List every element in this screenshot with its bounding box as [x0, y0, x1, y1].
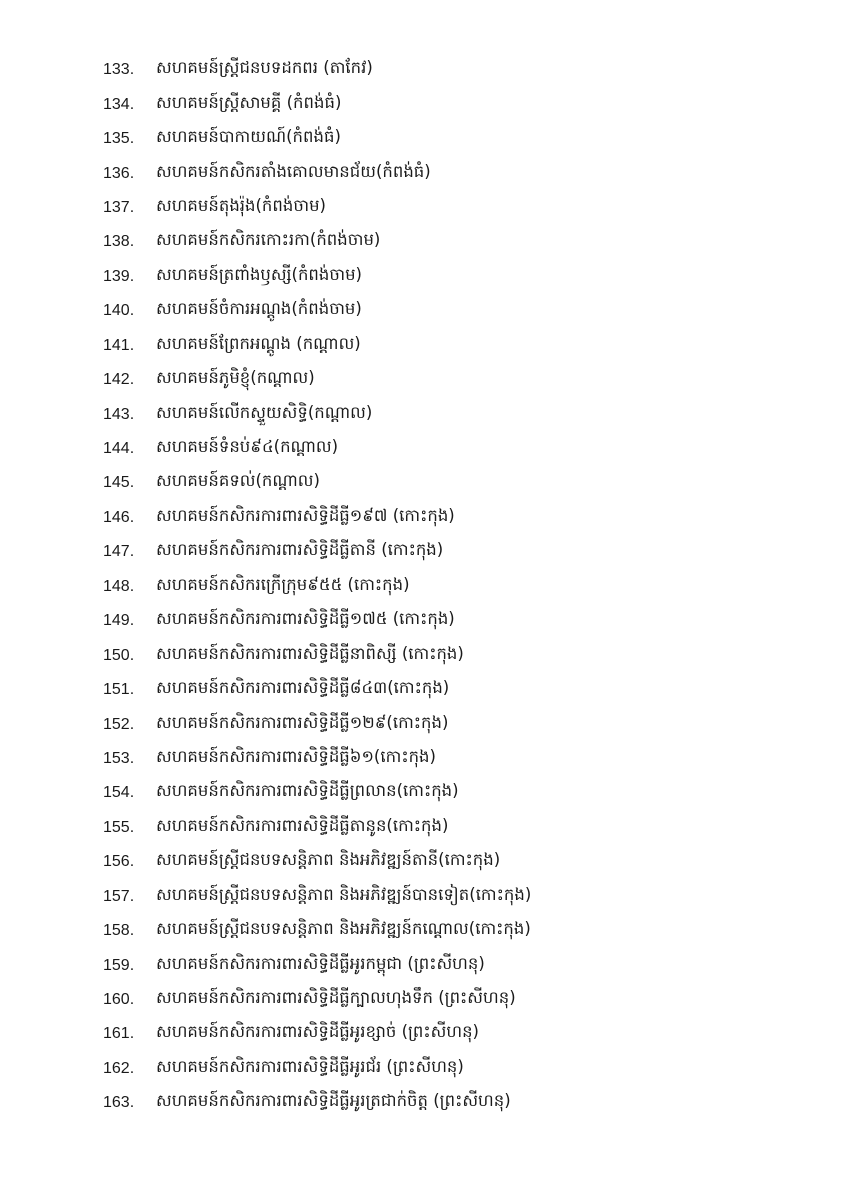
item-number: 161. — [103, 1025, 135, 1043]
list-item — [103, 225, 803, 259]
list-item — [103, 329, 803, 363]
item-text: សហគមន៍កសិករការពារសិទ្ធិដីធ្លីព្រលាន(កោះកុង) — [156, 781, 459, 801]
list-item — [103, 604, 803, 638]
list-item — [103, 191, 803, 225]
item-text: សហគមន៍ស្ត្រីជនបទសន្តិភាព និងអភិវឌ្ឍន៍តានី(កោះកុង) — [156, 850, 501, 870]
list-item — [103, 466, 803, 500]
item-number: 155. — [103, 818, 135, 836]
item-text: សហគមន៍កសិករក្រើក្រុម៩៥៥ (កោះកុង) — [156, 574, 410, 594]
list-item — [103, 914, 803, 948]
list-item — [103, 156, 803, 190]
item-text: សហគមន៍លើកស្ទួយសិទ្ធិ(កណ្តាល) — [156, 402, 373, 422]
item-number: 141. — [103, 336, 135, 354]
item-text: សហគមន៍កសិករការពារសិទ្ធិដីធ្លី៨៤៣(កោះកុង) — [156, 678, 450, 698]
item-text: សហគមន៍កសិករការពារសិទ្ធិដីធ្លីអូរជ័រ (ព្រះសីហនុ) — [156, 1056, 464, 1076]
item-text: សហគមន៍កសិករការពារសិទ្ធិដីធ្លីអូរកម្ពុជា (ព្រះសីហនុ) — [156, 953, 485, 973]
list-item — [103, 845, 803, 879]
item-number: 148. — [103, 577, 135, 595]
list-item — [103, 432, 803, 466]
item-number: 147. — [103, 543, 135, 561]
list-item — [103, 535, 803, 569]
list-item — [103, 776, 803, 810]
item-text: សហគមន៍ចំការអណ្តូង(កំពង់ចាម) — [156, 299, 362, 319]
list-item — [103, 122, 803, 156]
list-item — [103, 294, 803, 328]
item-text: សហគមន៍បាកាយណ៍(កំពង់ធំ) — [156, 127, 341, 147]
item-number: 159. — [103, 956, 135, 974]
item-number: 150. — [103, 646, 135, 664]
item-text: សហគមន៍ស្ត្រីជនបទសន្តិភាព និងអភិវឌ្ឍន៍បានទៀត(កោះកុង) — [156, 884, 532, 904]
item-number: 151. — [103, 681, 135, 699]
item-number: 139. — [103, 267, 135, 285]
item-number: 140. — [103, 302, 135, 320]
item-number: 138. — [103, 233, 135, 251]
item-text: សហគមន៍កសិករតាំងគោលមានជ័យ(កំពង់ធំ) — [156, 161, 431, 181]
numbered-list — [103, 53, 803, 1121]
item-text: សហគមន៍កសិករកោះរកា(កំពង់ចាម) — [156, 230, 381, 250]
item-number: 160. — [103, 991, 135, 1009]
item-number: 158. — [103, 922, 135, 940]
item-text: សហគមន៍ស្ត្រីសាមគ្គី (កំពង់ធំ) — [156, 92, 342, 112]
item-number: 142. — [103, 371, 135, 389]
item-text: សហគមន៍ត្រពាំងឫស្សី(កំពង់ចាម) — [156, 264, 362, 284]
item-number: 145. — [103, 474, 135, 492]
list-item — [103, 811, 803, 845]
item-text: សហគមន៍កសិករការពារសិទ្ធិដីធ្លីអូរខ្សាច់ (ព្រះសីហនុ) — [156, 1022, 479, 1042]
list-item — [103, 87, 803, 121]
item-text: សហគមន៍ស្ត្រីជនបទសន្តិភាព និងអភិវឌ្ឍន៍កណ្តោល(កោះកុង) — [156, 919, 531, 939]
list-item — [103, 570, 803, 604]
item-text: សហគមន៍កសិករការពារសិទ្ធិដីធ្លីអូរត្រជាក់ចិត្ត (ព្រះសីហនុ) — [156, 1091, 511, 1111]
item-number: 146. — [103, 508, 135, 526]
list-item — [103, 1052, 803, 1086]
item-number: 154. — [103, 784, 135, 802]
list-item — [103, 53, 803, 87]
list-item — [103, 948, 803, 982]
item-text: សហគមន៍កសិករការពារសិទ្ធិដីធ្លីក្បាលហុងទឹក (ព្រះសីហនុ) — [156, 988, 516, 1008]
item-text: សហគមន៍ភូមិខ្ញុំ(កណ្តាល) — [156, 368, 315, 388]
item-number: 137. — [103, 198, 135, 216]
item-text: សហគមន៍កសិករការពារសិទ្ធិដីធ្លី១៧៥ (កោះកុង) — [156, 609, 455, 629]
list-item — [103, 260, 803, 294]
item-number: 156. — [103, 853, 135, 871]
item-text: សហគមន៍ស្ត្រីជនបទដកពរ (តាកែវ) — [156, 58, 373, 78]
list-item — [103, 983, 803, 1017]
item-number: 153. — [103, 749, 135, 767]
item-text: សហគមន៍តុងរ៉ុង(កំពង់ចាម) — [156, 195, 326, 215]
item-text: សហគមន៍ព្រែកអណ្តូង (កណ្តាល) — [156, 333, 361, 353]
item-number: 144. — [103, 440, 135, 458]
item-text: សហគមន៍កសិករការពារសិទ្ធិដីធ្លីតានី (កោះកុង) — [156, 540, 444, 560]
item-text: សហគមន៍គទល់(កណ្តាល) — [156, 471, 320, 491]
item-number: 157. — [103, 887, 135, 905]
list-item — [103, 673, 803, 707]
item-number: 163. — [103, 1094, 135, 1112]
list-item — [103, 501, 803, 535]
item-number: 152. — [103, 715, 135, 733]
item-text: សហគមន៍កសិករការពារសិទ្ធិដីធ្លី៦១(កោះកុង) — [156, 746, 436, 766]
item-text: សហគមន៍ទំនប់៩៤(កណ្តាល) — [156, 437, 339, 457]
item-number: 149. — [103, 612, 135, 630]
list-item — [103, 707, 803, 741]
item-text: សហគមន៍កសិករការពារសិទ្ធិដីធ្លីនាពិស្សី (កោះកុង) — [156, 643, 464, 663]
item-text: សហគមន៍កសិករការពារសិទ្ធិដីធ្លី១២៩(កោះកុង) — [156, 712, 449, 732]
item-number: 133. — [103, 61, 135, 79]
list-item — [103, 1017, 803, 1051]
list-item — [103, 880, 803, 914]
item-number: 136. — [103, 164, 135, 182]
list-item — [103, 363, 803, 397]
item-number: 162. — [103, 1059, 135, 1077]
item-number: 134. — [103, 95, 135, 113]
list-item — [103, 742, 803, 776]
item-number: 143. — [103, 405, 135, 423]
list-item — [103, 638, 803, 672]
list-item — [103, 397, 803, 431]
item-number: 135. — [103, 130, 135, 148]
list-item — [103, 1086, 803, 1120]
item-text: សហគមន៍កសិករការពារសិទ្ធិដីធ្លីតានូន(កោះកុង) — [156, 815, 449, 835]
item-text: សហគមន៍កសិករការពារសិទ្ធិដីធ្លី១៩៧ (កោះកុង) — [156, 505, 455, 525]
